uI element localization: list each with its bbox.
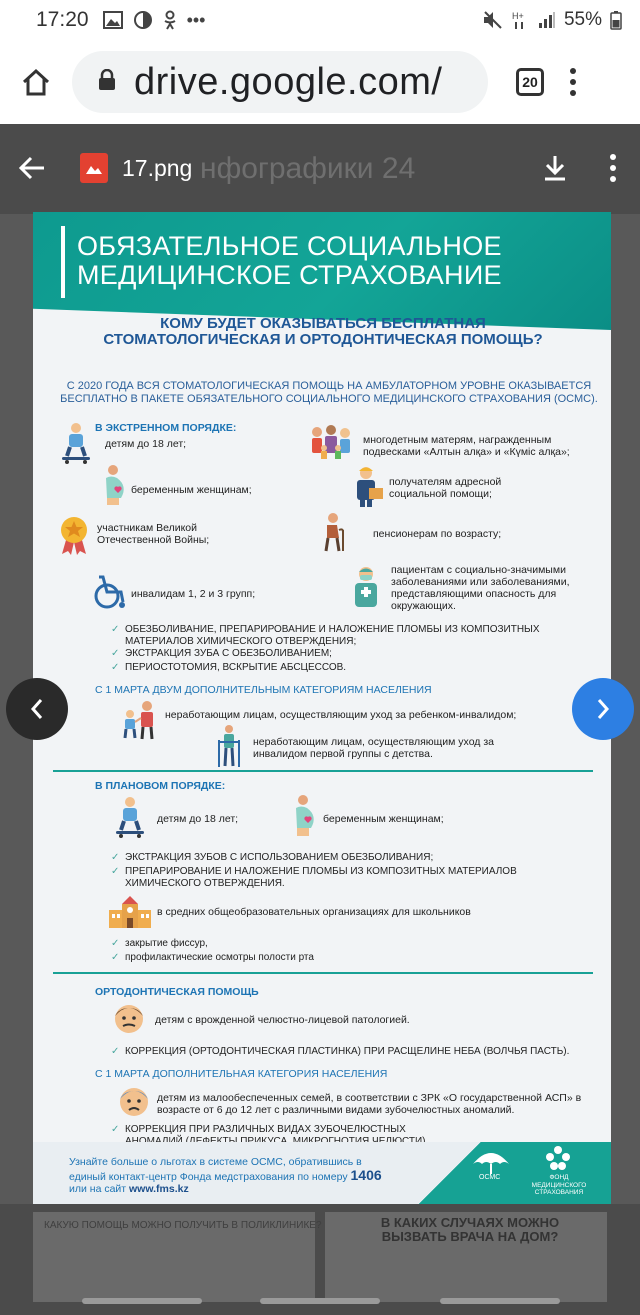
emergency-heading: В ЭКСТРЕННОМ ПОРЯДКЕ: — [95, 422, 237, 434]
planned-service-1: ✓ ЭКСТРАКЦИЯ ЗУБОВ С ИСПОЛЬЗОВАНИЕМ ОБЕЗБОЛИВАНИЯ; — [111, 852, 581, 864]
lock-icon — [98, 69, 120, 96]
network-icon — [512, 10, 530, 30]
child-face-icon — [111, 1000, 147, 1036]
viewer-toolbar — [0, 124, 640, 212]
ortho-march-service: ✓ КОРРЕКЦИЯ ПРИ РАЗЛИЧНЫХ ВИДАХ ЗУБОЧЕЛЮСТНЫХ — [111, 1124, 451, 1148]
system-indicators — [482, 9, 622, 31]
emergency-pensioners: пенсионерам по возрасту; — [373, 528, 502, 540]
planned-heading: В ПЛАНОВОМ ПОРЯДКЕ: — [95, 780, 226, 792]
planned-schools: в средних общеобразовательных организациях для школьников — [157, 906, 471, 918]
more-icon: ••• — [186, 9, 206, 30]
emergency-disabled: инвалидам 1, 2 и 3 групп; — [131, 588, 256, 600]
ortho-item: детям с врожденной челюстно-лицевой патологией. — [155, 1014, 410, 1026]
footer-phone: 1406 — [350, 1166, 382, 1183]
medal-icon — [57, 514, 91, 556]
image-file-icon — [80, 153, 108, 183]
emergency-mothers: многодетным матерям, награжденным подвесками «Алтын алқа» и «Күміс алқа»; — [363, 434, 570, 458]
march1-item-2: неработающим лицам, осуществляющим уход за инвалидом первой группы с детства. — [253, 736, 494, 760]
url-text: drive.google.com/ — [134, 60, 443, 103]
large-family-icon — [309, 424, 355, 460]
planned-service-2: ✓ ПРЕПАРИРОВАНИЕ И НАЛОЖЕНИЕ ПЛОМБЫ ИЗ КОМПОЗИТНЫХ МАТЕРИАЛОВ ХИМИЧЕСКОГО ОТВЕРЖДЕНИЯ. — [111, 866, 531, 890]
home-button[interactable] — [0, 40, 72, 124]
sun-icon — [133, 10, 153, 30]
emergency-service-1: ✓ ОБЕЗБОЛИВАНИЕ, ПРЕПАРИРОВАНИЕ И НАЛОЖЕНИЕ ПЛОМБЫ ИЗ КОМПОЗИТНЫХ МАТЕРИАЛОВ ХИМИЧЕСКОГО ОТВЕРЖДЕНИЯ; — [111, 624, 581, 648]
footer-site: www.fms.kz — [129, 1183, 189, 1195]
left-card-question: КАКУЮ ПОМОЩЬ МОЖНО ПОЛУЧИТЬ В ПОЛИКЛИНИКЕ? — [44, 1220, 322, 1231]
next-image-button[interactable] — [572, 678, 634, 740]
emergency-patients: пациентам с социально-значимыми заболеваниями или заболеваниями, представляющими опасность для окружающих. — [391, 564, 570, 612]
infographic-image — [33, 212, 611, 1204]
emergency-service-3: ✓ ПЕРИОСТОТОМИЯ, ВСКРЫТИЕ АБСЦЕССОВ. — [111, 662, 581, 674]
child-skateboard-icon — [59, 422, 93, 464]
fund-logo — [543, 1144, 573, 1174]
header-accent-line — [61, 226, 65, 298]
battery-percent: 55% — [563, 9, 602, 30]
osms-label: ОСМС — [479, 1174, 501, 1181]
fund-label: ФОНД МЕДИЦИНСКОГО СТРАХОВАНИЯ — [531, 1174, 587, 1196]
sad-child-face-icon — [117, 1084, 151, 1118]
emergency-children: детям до 18 лет; — [105, 438, 187, 450]
odnoklassniki-icon — [163, 10, 177, 30]
back-button[interactable] — [0, 155, 64, 181]
wheelchair-icon — [93, 574, 129, 610]
file-name: 17.png — [122, 154, 193, 181]
status-bar — [0, 0, 640, 40]
image-icon — [103, 11, 123, 29]
pensioner-icon — [319, 512, 349, 552]
browser-toolbar — [0, 40, 640, 124]
child-skateboard-icon — [113, 796, 147, 838]
patient-mask-icon — [351, 566, 381, 608]
chevron-left-icon — [30, 698, 44, 720]
section-divider-2 — [53, 972, 593, 974]
osms-umbrella-logo — [471, 1148, 511, 1176]
browser-menu-button[interactable] — [570, 68, 576, 96]
ortho-march-heading: С 1 МАРТА ДОПОЛНИТЕЛЬНАЯ КАТЕГОРИЯ НАСЕЛЕНИЯ — [95, 1068, 388, 1080]
tab-switcher-button[interactable]: 20 — [516, 68, 544, 96]
arrow-left-icon — [18, 155, 46, 181]
footer-or-site: или на сайт — [69, 1183, 127, 1195]
right-card-question: В КАКИХ СЛУЧАЯХ МОЖНО ВЫЗВАТЬ ВРАЧА НА ДОМ? — [380, 1215, 560, 1244]
emergency-service-2: ✓ ЭКСТРАКЦИЯ ЗУБА С ОБЕЗБОЛИВАНИЕМ; — [111, 648, 581, 660]
chevron-right-icon — [596, 698, 610, 720]
poster-intro: С 2020 ГОДА ВСЯ СТОМАТОЛОГИЧЕСКАЯ ПОМОЩЬ НА АМБУЛАТОРНОМ УРОВНЕ ОКАЗЫВАЕТСЯ БЕСПЛАТНО В ПАКЕТЕ ОБЯЗАТЕЛЬНОГО СОЦИАЛЬНОГО МЕДИЦИНСКОГО СТРАХОВАНИЯ (ОСМС). — [60, 380, 598, 405]
section-divider-1 — [53, 770, 593, 772]
gesture-bar-center — [260, 1298, 380, 1304]
walker-disabled-icon — [217, 724, 241, 768]
signal-icon — [538, 11, 556, 29]
mute-icon — [482, 10, 504, 30]
home-icon — [21, 68, 51, 96]
emergency-social-aid: получателям адресной социальной помощи; — [389, 476, 502, 500]
ortho-service: ✓ КОРРЕКЦИЯ (ОРТОДОНТИЧЕСКАЯ ПЛАСТИНКА) ПРИ РАСЩЕЛИНЕ НЕБА (ВОЛЧЬЯ ПАСТЬ). — [111, 1046, 591, 1058]
clock: 17:20 — [36, 8, 89, 31]
download-icon[interactable] — [542, 154, 568, 182]
pregnant-woman-icon — [101, 464, 129, 506]
notification-icons — [103, 10, 206, 31]
footer-text — [69, 1156, 389, 1196]
gesture-bar-left — [82, 1298, 202, 1304]
battery-icon — [610, 10, 622, 30]
poster-question: КОМУ БУДЕТ ОКАЗЫВАТЬСЯ БЕСПЛАТНАЯ СТОМАТОЛОГИЧЕСКАЯ И ОРТОДОНТИЧЕСКАЯ ПОМОЩЬ? — [103, 315, 543, 348]
caregiver-child-icon — [119, 700, 159, 740]
emergency-pregnant: беременным женщинам; — [131, 484, 252, 496]
background-title: нфографики 24 — [200, 152, 416, 185]
school-service-2: ✓ профилактические осмотры полости рта — [111, 952, 314, 964]
address-bar[interactable] — [72, 51, 488, 113]
previous-image-button[interactable] — [6, 678, 68, 740]
planned-children: детям до 18 лет; — [157, 813, 239, 825]
ortho-heading: ОРТОДОНТИЧЕСКАЯ ПОМОЩЬ — [95, 986, 259, 998]
school-building-icon — [107, 894, 153, 930]
social-aid-recipient-icon — [351, 466, 385, 508]
emergency-veterans: участникам Великой Отечественной Войны; — [97, 522, 210, 546]
planned-pregnant: беременным женщинам; — [323, 813, 444, 825]
ortho-march-item: детям из малообеспеченных семей, в соответствии с ЗРК «О государственной АСП» в возрасте от 6 до 12 лет с различными видами зубочелюстных аномалий. — [157, 1092, 582, 1116]
march1-heading: С 1 МАРТА ДВУМ ДОПОЛНИТЕЛЬНЫМ КАТЕГОРИЯМ НАСЕЛЕНИЯ — [95, 684, 432, 696]
footer-info: Узнайте больше о льготах в системе ОСМС, обратившись в единый контакт-центр Фонда медстрахования по номеру — [69, 1156, 362, 1183]
svg-text:H+: H+ — [511, 11, 524, 21]
school-service-1: ✓ закрытие фиссур, — [111, 938, 208, 950]
gesture-bar-right — [440, 1298, 560, 1304]
more-options-button[interactable] — [610, 154, 616, 182]
march1-item-1: неработающим лицам, осуществляющим уход за ребенком-инвалидом; — [165, 709, 517, 721]
poster-title: ОБЯЗАТЕЛЬНОЕ СОЦИАЛЬНОЕ МЕДИЦИНСКОЕ СТРАХОВАНИЕ — [77, 231, 502, 290]
pregnant-woman-icon — [291, 794, 319, 838]
